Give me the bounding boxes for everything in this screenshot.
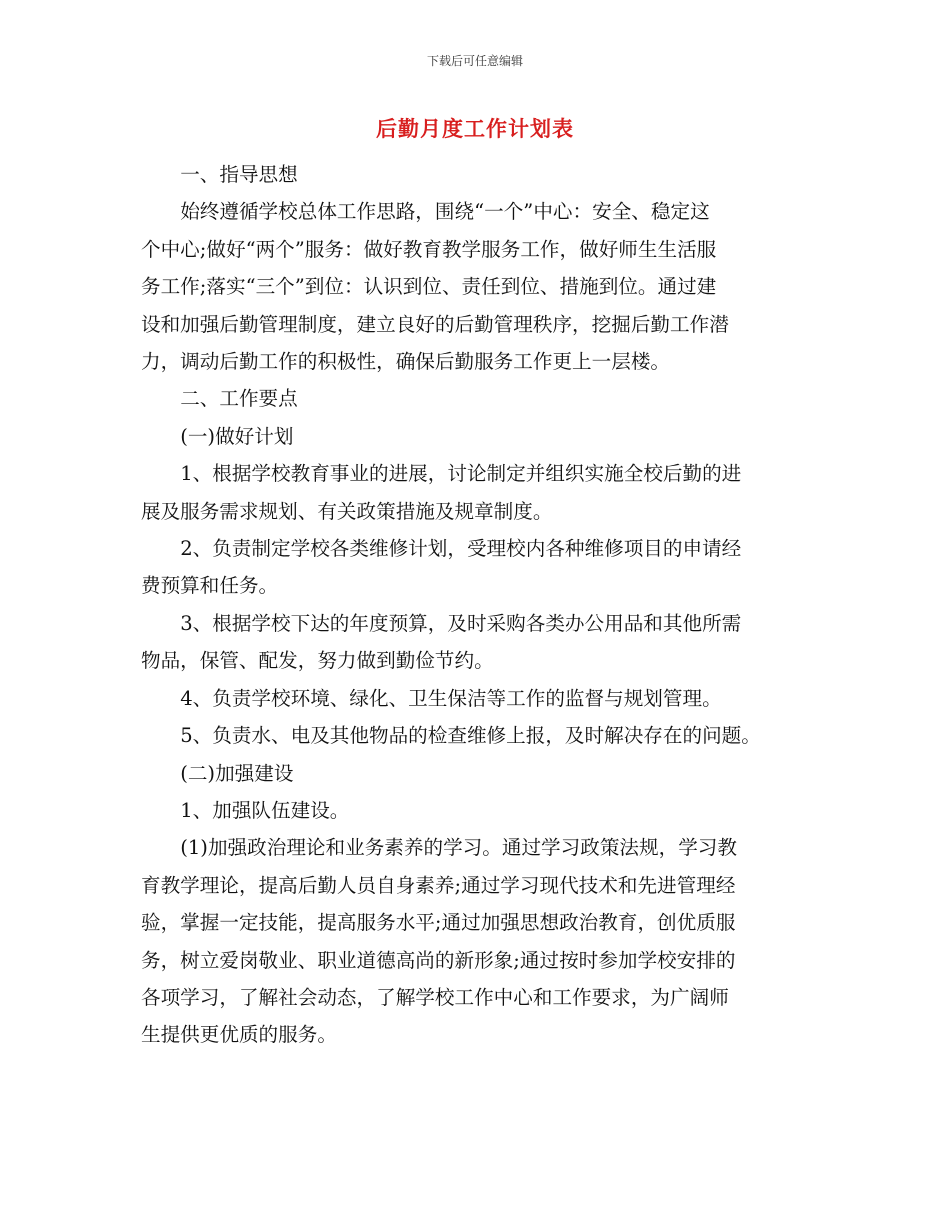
text-line: 始终遵循学校总体工作思路，围绕“一个”中心：安全、稳定这: [180, 200, 710, 224]
text-line: 4、负责学校环境、绿化、卫生保洁等工作的监督与规划管理。: [180, 686, 722, 710]
paragraph: [141, 680, 826, 717]
text-line: 务，树立爱岗敬业、职业道德高尚的新形象;通过按时参加学校安排的: [141, 948, 736, 972]
paragraph: [141, 418, 826, 455]
paragraph: [141, 455, 826, 530]
paragraph: [141, 792, 826, 829]
paragraph: [141, 829, 826, 1053]
text-line: 生提供更优质的服务。: [141, 1023, 337, 1047]
text-line: 物品，保管、配发，努力做到勤俭节约。: [141, 649, 494, 673]
text-line: 3、根据学校下达的年度预算，及时采购各类办公用品和其他所需: [180, 611, 742, 635]
text-line: 1、根据学校教育事业的进展，讨论制定并组织实施全校后勤的进: [180, 462, 742, 486]
document-title: 后勤月度工作计划表: [376, 116, 574, 141]
text-line: (1)加强政治理论和业务素养的学习。通过学习政策法规，学习教: [180, 836, 737, 860]
text-line: 二、工作要点: [180, 387, 298, 411]
paragraph: [141, 605, 826, 680]
paragraph: [141, 380, 826, 417]
text-line: 费预算和任务。: [141, 574, 279, 598]
paragraph: [141, 193, 826, 380]
text-line: 一、指导思想: [180, 163, 298, 186]
document-body: [141, 156, 826, 1054]
text-line: (二)加强建设: [180, 761, 294, 785]
text-line: 力，调动后勤工作的积极性，确保后勤服务工作更上一层楼。: [141, 350, 671, 374]
text-line: 个中心;做好“两个”服务：做好教育教学服务工作，做好师生生活服: [141, 237, 717, 261]
paragraph: [141, 755, 826, 792]
text-line: 1、加强队伍建设。: [180, 798, 350, 822]
text-line: 务工作;落实“三个”到位：认识到位、责任到位、措施到位。通过建: [141, 275, 717, 299]
paragraph: [141, 530, 826, 605]
paragraph: [141, 717, 826, 754]
text-line: 验，掌握一定技能，提高服务水平;通过加强思想政治教育，创优质服: [141, 911, 736, 935]
text-line: 展及服务需求规划、有关政策措施及规章制度。: [141, 499, 553, 523]
header-note: 下载后可任意编辑: [426, 54, 523, 68]
text-line: 设和加强后勤管理制度，建立良好的后勤管理秩序，挖掘后勤工作潜: [141, 312, 729, 336]
text-line: 育教学理论，提高后勤人员自身素养;通过学习现代技术和先进管理经: [141, 873, 736, 897]
text-line: 2、负责制定学校各类维修计划，受理校内各种维修项目的申请经: [180, 537, 742, 561]
text-line: 各项学习，了解社会动态，了解学校工作中心和工作要求，为广阔师: [141, 985, 729, 1009]
paragraph: [141, 156, 826, 193]
text-line: (一)做好计划: [180, 424, 294, 448]
text-line: 5、负责水、电及其他物品的检查维修上报，及时解决存在的问题。: [180, 724, 761, 748]
